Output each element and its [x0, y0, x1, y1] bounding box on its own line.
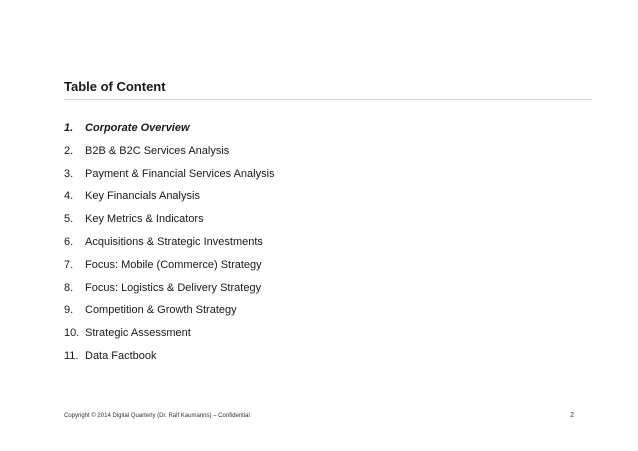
- toc-label: Acquisitions & Strategic Investments: [85, 235, 263, 248]
- page-number: 2: [570, 412, 574, 419]
- toc-item-strategic-assessment[interactable]: [64, 326, 275, 349]
- toc-label: Strategic Assessment: [85, 327, 191, 340]
- toc-number: 6.: [64, 235, 74, 248]
- copyright-footer: Copyright © 2014 Digital Quarterly (Dr. Ralf Kaumanns) – Confidential: [64, 413, 250, 419]
- toc-item-mobile-strategy[interactable]: [64, 258, 275, 281]
- toc-number: 11.: [64, 349, 79, 362]
- toc-label: Key Financials Analysis: [85, 190, 200, 203]
- toc-item-payment[interactable]: [64, 167, 275, 190]
- toc-number: 3.: [64, 167, 74, 180]
- toc-item-logistics-strategy[interactable]: [64, 281, 275, 304]
- toc-label: Data Factbook: [85, 349, 157, 362]
- toc-number: 5.: [64, 213, 74, 226]
- toc-number: 1.: [64, 122, 74, 134]
- toc-label: Competition & Growth Strategy: [85, 304, 237, 317]
- toc-label: Key Metrics & Indicators: [85, 213, 204, 226]
- toc-number: 10.: [64, 327, 80, 340]
- toc-item-data-factbook[interactable]: [64, 349, 275, 372]
- toc-label: Corporate Overview: [85, 122, 190, 134]
- toc-item-acquisitions[interactable]: [64, 235, 275, 258]
- toc-item-competition[interactable]: [64, 303, 275, 326]
- table-of-contents: [64, 121, 275, 372]
- toc-number: 2.: [64, 144, 74, 157]
- toc-item-key-financials[interactable]: [64, 189, 275, 212]
- title-divider: [64, 99, 592, 100]
- toc-label: Focus: Logistics & Delivery Strategy: [85, 281, 262, 294]
- toc-number: 9.: [64, 304, 74, 317]
- toc-label: B2B & B2C Services Analysis: [85, 144, 230, 157]
- page-title: Table of Content: [64, 79, 166, 94]
- toc-item-corporate-overview[interactable]: [64, 121, 275, 144]
- toc-number: 8.: [64, 281, 74, 294]
- toc-number: 7.: [64, 258, 74, 271]
- toc-item-b2b-b2c[interactable]: [64, 144, 275, 167]
- toc-label: Focus: Mobile (Commerce) Strategy: [85, 258, 262, 271]
- toc-number: 4.: [64, 190, 74, 203]
- toc-item-key-metrics[interactable]: [64, 212, 275, 235]
- toc-label: Payment & Financial Services Analysis: [85, 167, 275, 180]
